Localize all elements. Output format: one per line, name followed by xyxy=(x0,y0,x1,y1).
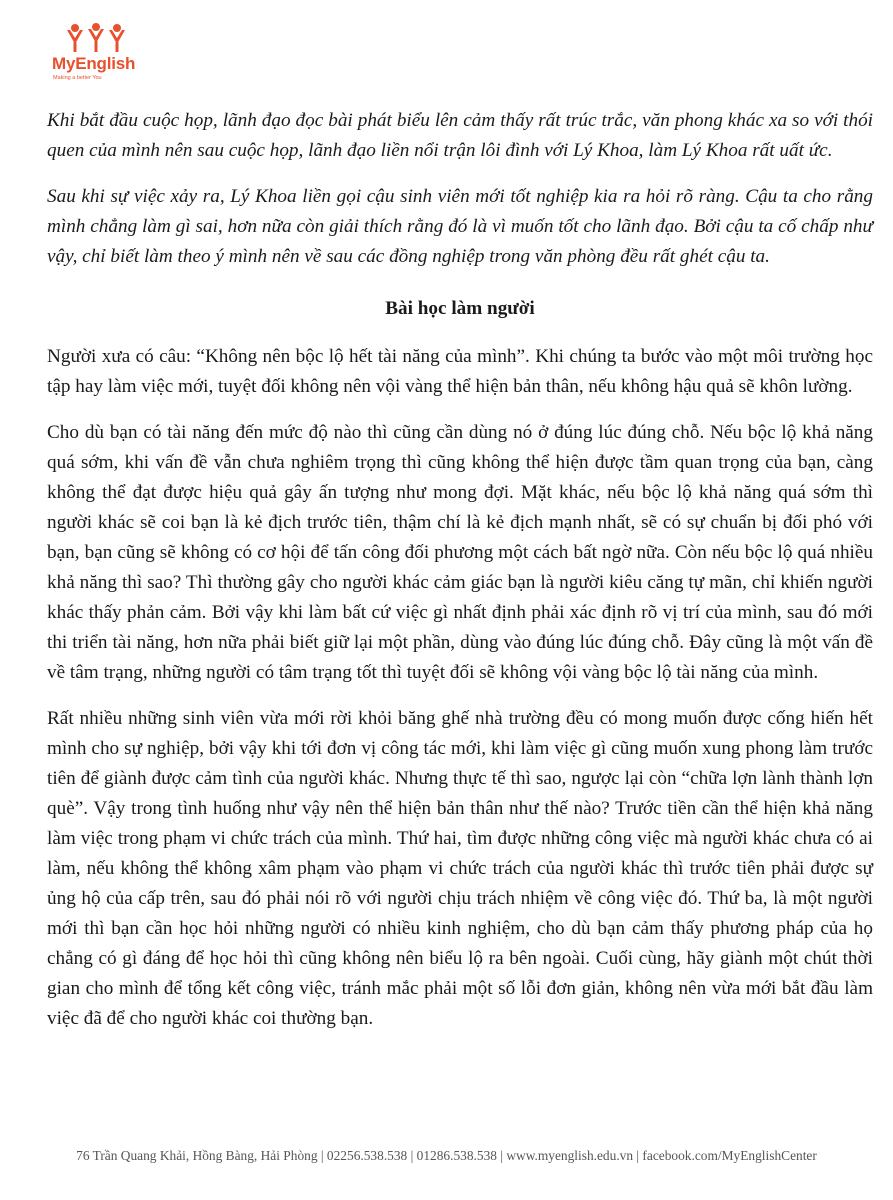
body-paragraph-3: Rất nhiều những sinh viên vừa mới rời khỏi băng ghế nhà trường đều có mong muốn được cống hiến hết mình cho sự nghiệp, bởi vậy khi tới đơn vị công tác mới, khi làm việc gì cũng muốn xung phong làm trước tiên để giành được cảm tình của người khác. Nhưng thực tế thì sao, ngược lại còn “chữa lợn lành thành lợn què”. Vậy trong tình huống như vậy nên thể hiện bản thân như thế nào? Trước tiền cần thể hiện khả năng làm việc trong phạm vi chức trách của mình. Thứ hai, tìm được những công việc mà người khác chưa có ai làm, nếu không thể không xâm phạm vào phạm vi chức trách của người khác thì trước tiên phải được sự ủng hộ của cấp trên, sau đó phải nói rõ với người chịu trách nhiệm về công việc đó. Thứ ba, là một người mới thì bạn cần học hỏi những người có nhiều kinh nghiệm, cho dù bạn cảm thấy phương pháp của họ chẳng có gì đáng để học hỏi thì cũng không nên biểu lộ ra bên ngoài. Cuối cùng, hãy giành một chút thời gian cho mình để tổng kết công việc, tránh mắc phải một số lỗi đơn giản, không nên vừa mới bắt đầu làm việc đã để cho người khác coi thường bạn. xyxy=(47,708,873,1029)
intro-paragraph-2: Sau khi sự việc xảy ra, Lý Khoa liền gọi cậu sinh viên mới tốt nghiệp kia ra hỏi rõ ràng. Cậu ta cho rằng mình chẳng làm gì sai, hơn nữa còn giải thích rằng đó là vì muốn tốt cho lãnh đạo. Bởi cậu ta cố chấp như vậy, chỉ biết làm theo ý mình nên về sau các đồng nghiệp trong văn phòng đều rất ghét cậu ta. xyxy=(47,186,873,267)
document-body xyxy=(47,106,873,1034)
section-title: Bài học làm người xyxy=(385,298,535,319)
brand-tagline: Making a better You xyxy=(53,75,102,81)
intro-paragraph-1: Khi bắt đầu cuộc họp, lãnh đạo đọc bài phát biểu lên cảm thấy rất trúc trắc, văn phong khác xa so với thói quen của mình nên sau cuộc họp, lãnh đạo liền nổi trận lôi đình với Lý Khoa, làm Lý Khoa rất uất ức. xyxy=(47,110,873,161)
brand-name: MyEnglish xyxy=(52,54,136,73)
body-paragraph-1: Người xưa có câu: “Không nên bộc lộ hết tài năng của mình”. Khi chúng ta bước vào một môi trường học tập hay làm việc mới, tuyệt đối không nên vội vàng thể hiện bản thân, nếu không hậu quả sẽ khôn lường. xyxy=(47,346,873,397)
three-people-logo-icon xyxy=(66,22,126,54)
body-paragraph-2: Cho dù bạn có tài năng đến mức độ nào thì cũng cần dùng nó ở đúng lúc đúng chỗ. Nếu bộc lộ khả năng quá sớm, khi vấn đề vẫn chưa nghiêm trọng thì cũng không thể hiện được tầm quan trọng của bạn, càng không thể đạt được hiệu quả gây ấn tượng như mong đợi. Mặt khác, nếu bộc lộ khả năng quá sớm thì người khác sẽ coi bạn là kẻ địch trước tiên, thậm chí là kẻ địch mạnh nhất, sẽ có sự chuẩn bị đối phó với bạn, bạn cũng sẽ không có cơ hội để tấn công đối phương một cách bất ngờ nữa. Còn nếu bộc lộ quá nhiều khả năng thì sao? Thì thường gây cho người khác cảm giác bạn là người kiêu căng tự mãn, chỉ khiến người khác thấy phản cảm. Bởi vậy khi làm bất cứ việc gì nhất định phải xác định rõ vị trí của mình, sau đó mới thi triển tài năng, hơn nữa phải biết giữ lại một phần, dùng vào đúng lúc đúng chỗ. Đây cũng là một vấn đề về tâm trạng, những người có tâm trạng tốt thì tuyệt đối sẽ không vội vàng bộc lộ tài năng của mình. xyxy=(47,422,873,683)
page-footer: 76 Trần Quang Khải, Hồng Bàng, Hải Phòng | 02256.538.538 | 01286.538.538 | www.myenglish.edu.vn | facebook.com/MyEnglishCenter xyxy=(76,1148,817,1163)
brand-logo xyxy=(52,22,162,84)
